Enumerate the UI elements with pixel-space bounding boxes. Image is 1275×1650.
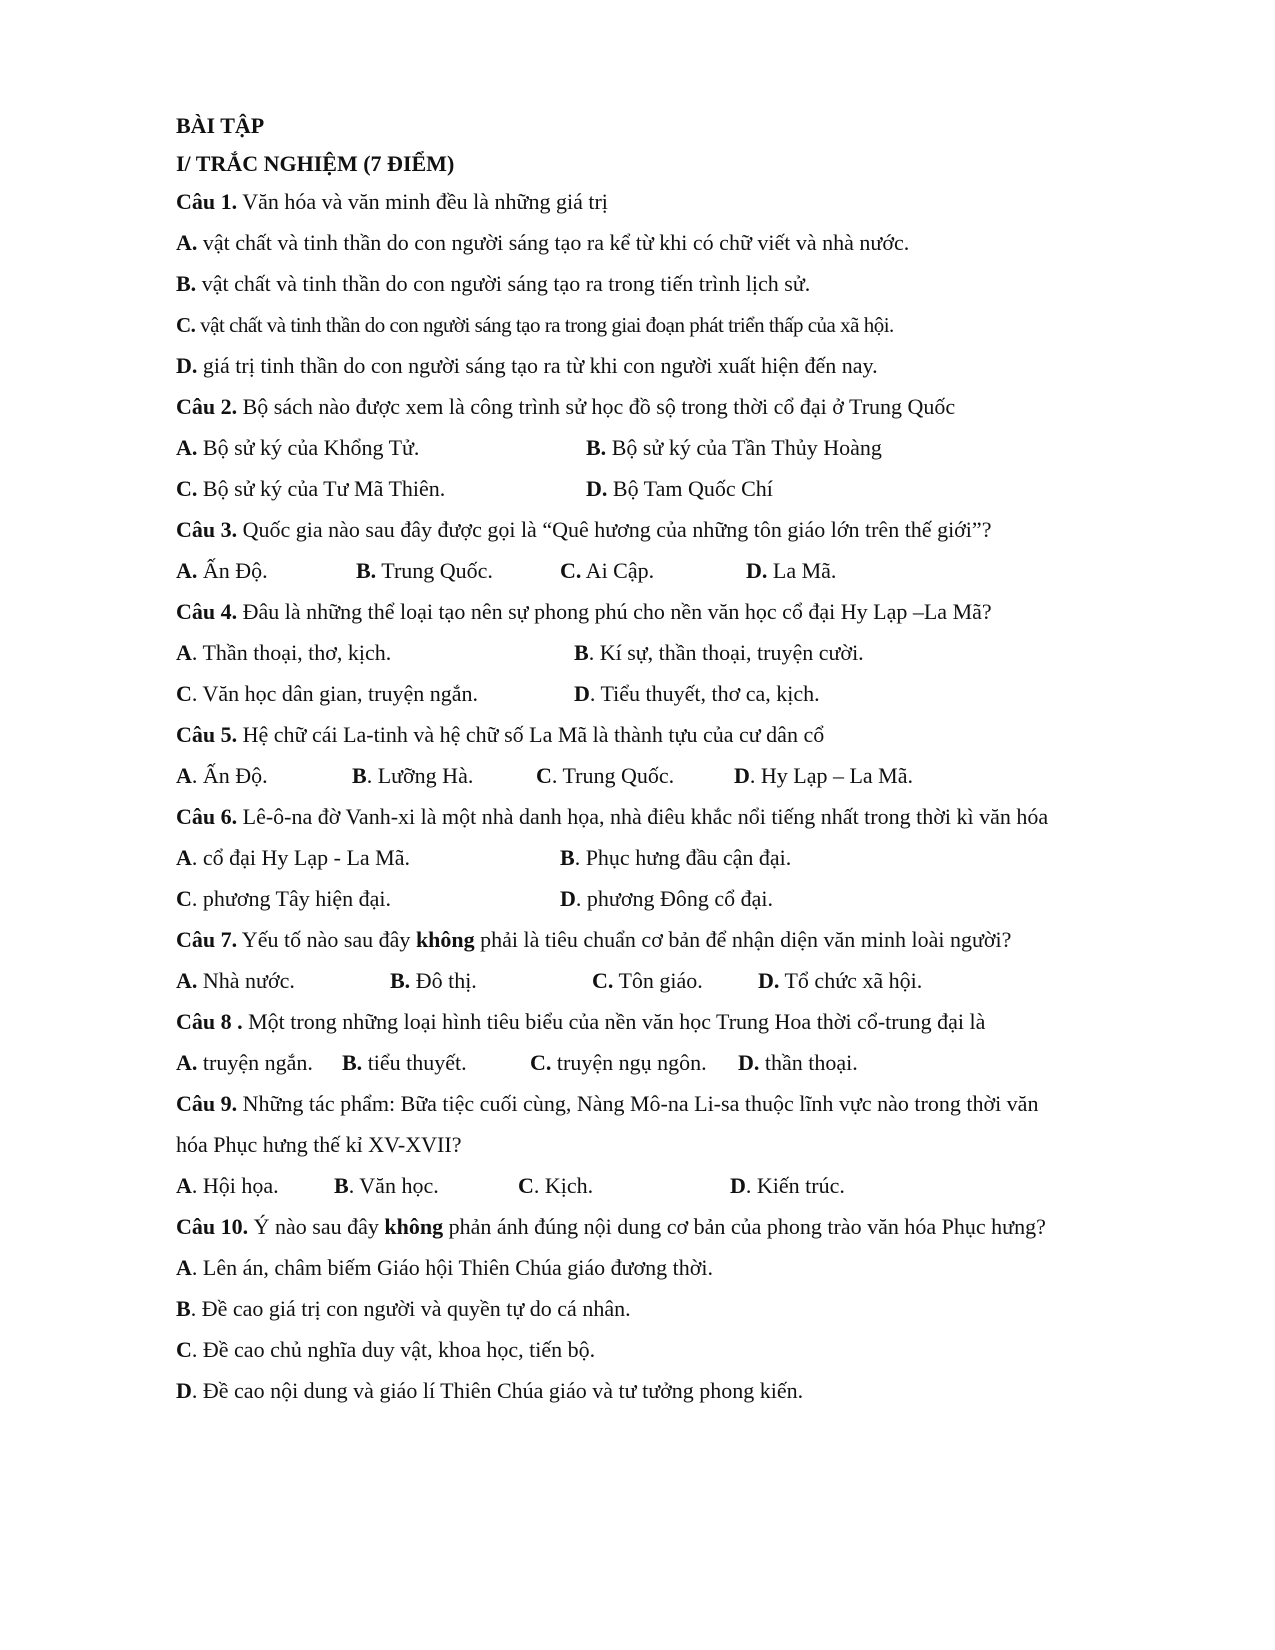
option-2d: D. Bộ Tam Quốc Chí [586,476,773,501]
option-8d: D. thần thoại. [738,1050,858,1075]
option-3c: C. Ai Cập. [560,558,655,583]
options-row-3 [176,557,1176,585]
question-label: Câu 4. [176,599,238,624]
option-9a: A. Hội họa. [176,1173,279,1198]
option-1c: C. vật chất và tinh thần do con người sáng tạo ra trong giai đoạn phát triển thấp của xã hội. [176,313,894,337]
question-label: Câu 8 . [176,1009,243,1034]
option-1d: D. giá trị tinh thần do con người sáng tạo ra từ khi con người xuất hiện đến nay. [176,353,878,378]
doc-title: BÀI TẬP [176,113,265,138]
question-label: Câu 5. [176,722,238,747]
option-6a: A. cổ đại Hy Lạp - La Mã. [176,845,410,870]
emphasis-not: không [415,927,475,952]
option-3a: A. Ấn Độ. [176,558,268,583]
question-stem: Văn hóa và văn minh đều là những giá trị [237,189,608,214]
question-10: Câu 10. Ý nào sau đây không phản ánh đúng nội dung cơ bản của phong trào văn hóa Phục hưng? [176,1214,1046,1239]
question-stem: Một trong những loại hình tiêu biểu của nền văn học Trung Hoa thời cổ-trung đại là [242,1009,986,1034]
question-label: Câu 10. [176,1214,249,1239]
option-2b: B. Bộ sử ký của Tần Thủy Hoàng [586,435,882,460]
option-4d: D. Tiểu thuyết, thơ ca, kịch. [574,681,820,706]
options-row-4b [176,680,1176,708]
question-label: Câu 7. [176,927,238,952]
question-5 [176,721,824,749]
option-10d: D. Đề cao nội dung và giáo lí Thiên Chúa giáo và tư tưởng phong kiến. [176,1378,804,1403]
option-6d: D. phương Đông cổ đại. [560,886,773,911]
option-5d: D. Hy Lạp – La Mã. [734,763,914,788]
option-4c: C. Văn học dân gian, truyện ngắn. [176,681,479,706]
option-7b: B. Đô thị. [390,968,477,993]
question-7: Câu 7. Yếu tố nào sau đây không phải là tiêu chuẩn cơ bản để nhận diện văn minh loài người? [176,927,1012,952]
question-1 [176,188,608,216]
option-2c: C. Bộ sử ký của Tư Mã Thiên. [176,476,446,501]
option-1a: A. vật chất và tinh thần do con người sáng tạo ra kể từ khi có chữ viết và nhà nước. [176,230,910,255]
option-5a: A. Ấn Độ. [176,763,268,788]
question-2 [176,393,955,421]
option-8b: B. tiểu thuyết. [342,1050,467,1075]
options-row-6b [176,885,1176,913]
option-9c: C. Kịch. [518,1173,594,1198]
question-8 [176,1008,985,1036]
option-8a: A. truyện ngắn. [176,1050,313,1075]
option-7a: A. Nhà nước. [176,968,295,993]
option-5c: C. Trung Quốc. [536,763,675,788]
option-10b: B. Đề cao giá trị con người và quyền tự do cá nhân. [176,1296,631,1321]
question-stem: Lê-ô-na đờ Vanh-xi là một nhà danh họa, nhà điêu khắc nổi tiếng nhất trong thời kì văn hóa [237,804,1049,829]
option-7c: C. Tôn giáo. [592,968,703,993]
section-heading: I/ TRẮC NGHIỆM (7 ĐIỂM) [176,151,455,176]
question-3 [176,516,991,544]
option-9d: D. Kiến trúc. [730,1173,845,1198]
question-stem: Hệ chữ cái La-tinh và hệ chữ số La Mã là thành tựu của cư dân cổ [237,722,825,747]
option-6b: B. Phục hưng đầu cận đại. [560,845,792,870]
question-label: Câu 1. [176,189,238,214]
question-4 [176,598,992,626]
emphasis-not: không [384,1214,444,1239]
question-label: Câu 2. [176,394,238,419]
options-row-7 [176,967,1176,995]
question-stem: Đâu là những thể loại tạo nên sự phong phú cho nền văn học cổ đại Hy Lạp –La Mã? [237,599,992,624]
options-row-5 [176,762,1176,790]
question-stem: Bộ sách nào được xem là công trình sử học đồ sộ trong thời cổ đại ở Trung Quốc [237,394,956,419]
question-6 [176,803,1048,831]
option-5b: B. Lưỡng Hà. [352,763,474,788]
question-stem: Những tác phẩm: Bữa tiệc cuối cùng, Nàng Mô-na Li-sa thuộc lĩnh vực nào trong thời văn [237,1091,1039,1116]
option-4a: A. Thần thoại, thơ, kịch. [176,640,392,665]
options-row-6a [176,844,1176,872]
question-stem: Quốc gia nào sau đây được gọi là “Quê hương của những tôn giáo lớn trên thế giới”? [237,517,992,542]
option-3b: B. Trung Quốc. [356,558,493,583]
option-8c: C. truyện ngụ ngôn. [530,1050,707,1075]
option-2a: A. Bộ sử ký của Khổng Tử. [176,435,420,460]
option-9b: B. Văn học. [334,1173,439,1198]
options-row-2a [176,434,1176,462]
option-1b: B. vật chất và tinh thần do con người sáng tạo ra trong tiến trình lịch sử. [176,271,811,296]
question-label: Câu 6. [176,804,238,829]
question-label: Câu 3. [176,517,238,542]
options-row-9 [176,1172,1176,1200]
option-4b: B. Kí sự, thần thoại, truyện cười. [574,640,864,665]
option-6c: C. phương Tây hiện đại. [176,886,392,911]
options-row-4a [176,639,1176,667]
options-row-8 [176,1049,1176,1077]
options-row-2b [176,475,1176,503]
option-10c: C. Đề cao chủ nghĩa duy vật, khoa học, tiến bộ. [176,1337,596,1362]
question-9 [176,1090,1038,1118]
question-9-cont: hóa Phục hưng thế kỉ XV-XVII? [176,1132,462,1157]
question-label: Câu 9. [176,1091,238,1116]
option-10a: A. Lên án, châm biếm Giáo hội Thiên Chúa giáo đương thời. [176,1255,714,1280]
option-3d: D. La Mã. [746,558,837,583]
option-7d: D. Tổ chức xã hội. [758,968,923,993]
